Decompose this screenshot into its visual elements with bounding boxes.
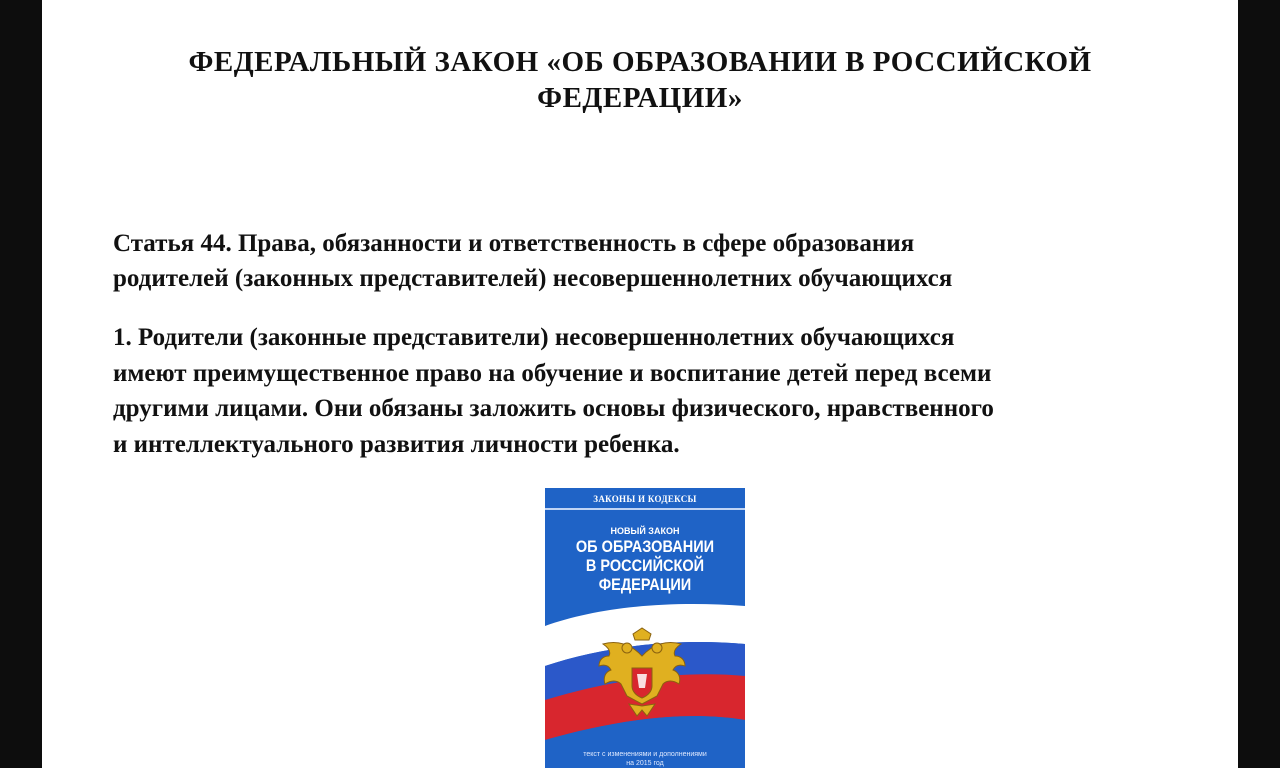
book-series-label: ЗАКОНЫ И КОДЕКСЫ [593, 494, 697, 504]
paragraph-line-2: имеют преимущественное право на обучение и воспитание детей перед всеми [113, 359, 992, 387]
article-paragraph [113, 320, 1203, 462]
law-title-line-1: ФЕДЕРАЛЬНЫЙ ЗАКОН «ОБ ОБРАЗОВАНИИ В РОССИЙСКОЙ [188, 46, 1092, 78]
paragraph-line-1: 1. Родители (законные представители) несовершеннолетних обучающихся [113, 324, 955, 351]
law-title-line-2: ФЕДЕРАЦИИ» [537, 82, 743, 114]
book-footer-line-1: текст с изменениями и дополнениями [583, 751, 707, 758]
paragraph-line-3: другими лицами. Они обязаны заложить основы физического, нравственного [113, 395, 994, 422]
paragraph-line-4: и интеллектуального развития личности ребенка. [113, 430, 680, 458]
book-title-line-2: В РОССИЙСКОЙ [585, 557, 705, 575]
book-title-line-1: ОБ ОБРАЗОВАНИИ [575, 538, 715, 556]
book-footer [545, 750, 745, 768]
book-title [557, 538, 733, 595]
double-headed-eagle-icon [597, 626, 687, 722]
book-cover-image [545, 488, 745, 768]
book-footer-line-2: на 2015 год [626, 760, 664, 767]
article-heading-line-2: родителей (законных представителей) несовершеннолетних обучающихся [113, 265, 953, 292]
article-heading-line-1: Статья 44. Права, обязанности и ответственность в сфере образования [113, 230, 915, 257]
law-title [42, 44, 1238, 116]
book-subtitle: НОВЫЙ ЗАКОН [610, 526, 680, 536]
slide [42, 0, 1238, 768]
book-divider [545, 508, 745, 510]
article-heading [113, 226, 1193, 296]
book-title-line-3: ФЕДЕРАЦИИ [598, 576, 692, 594]
